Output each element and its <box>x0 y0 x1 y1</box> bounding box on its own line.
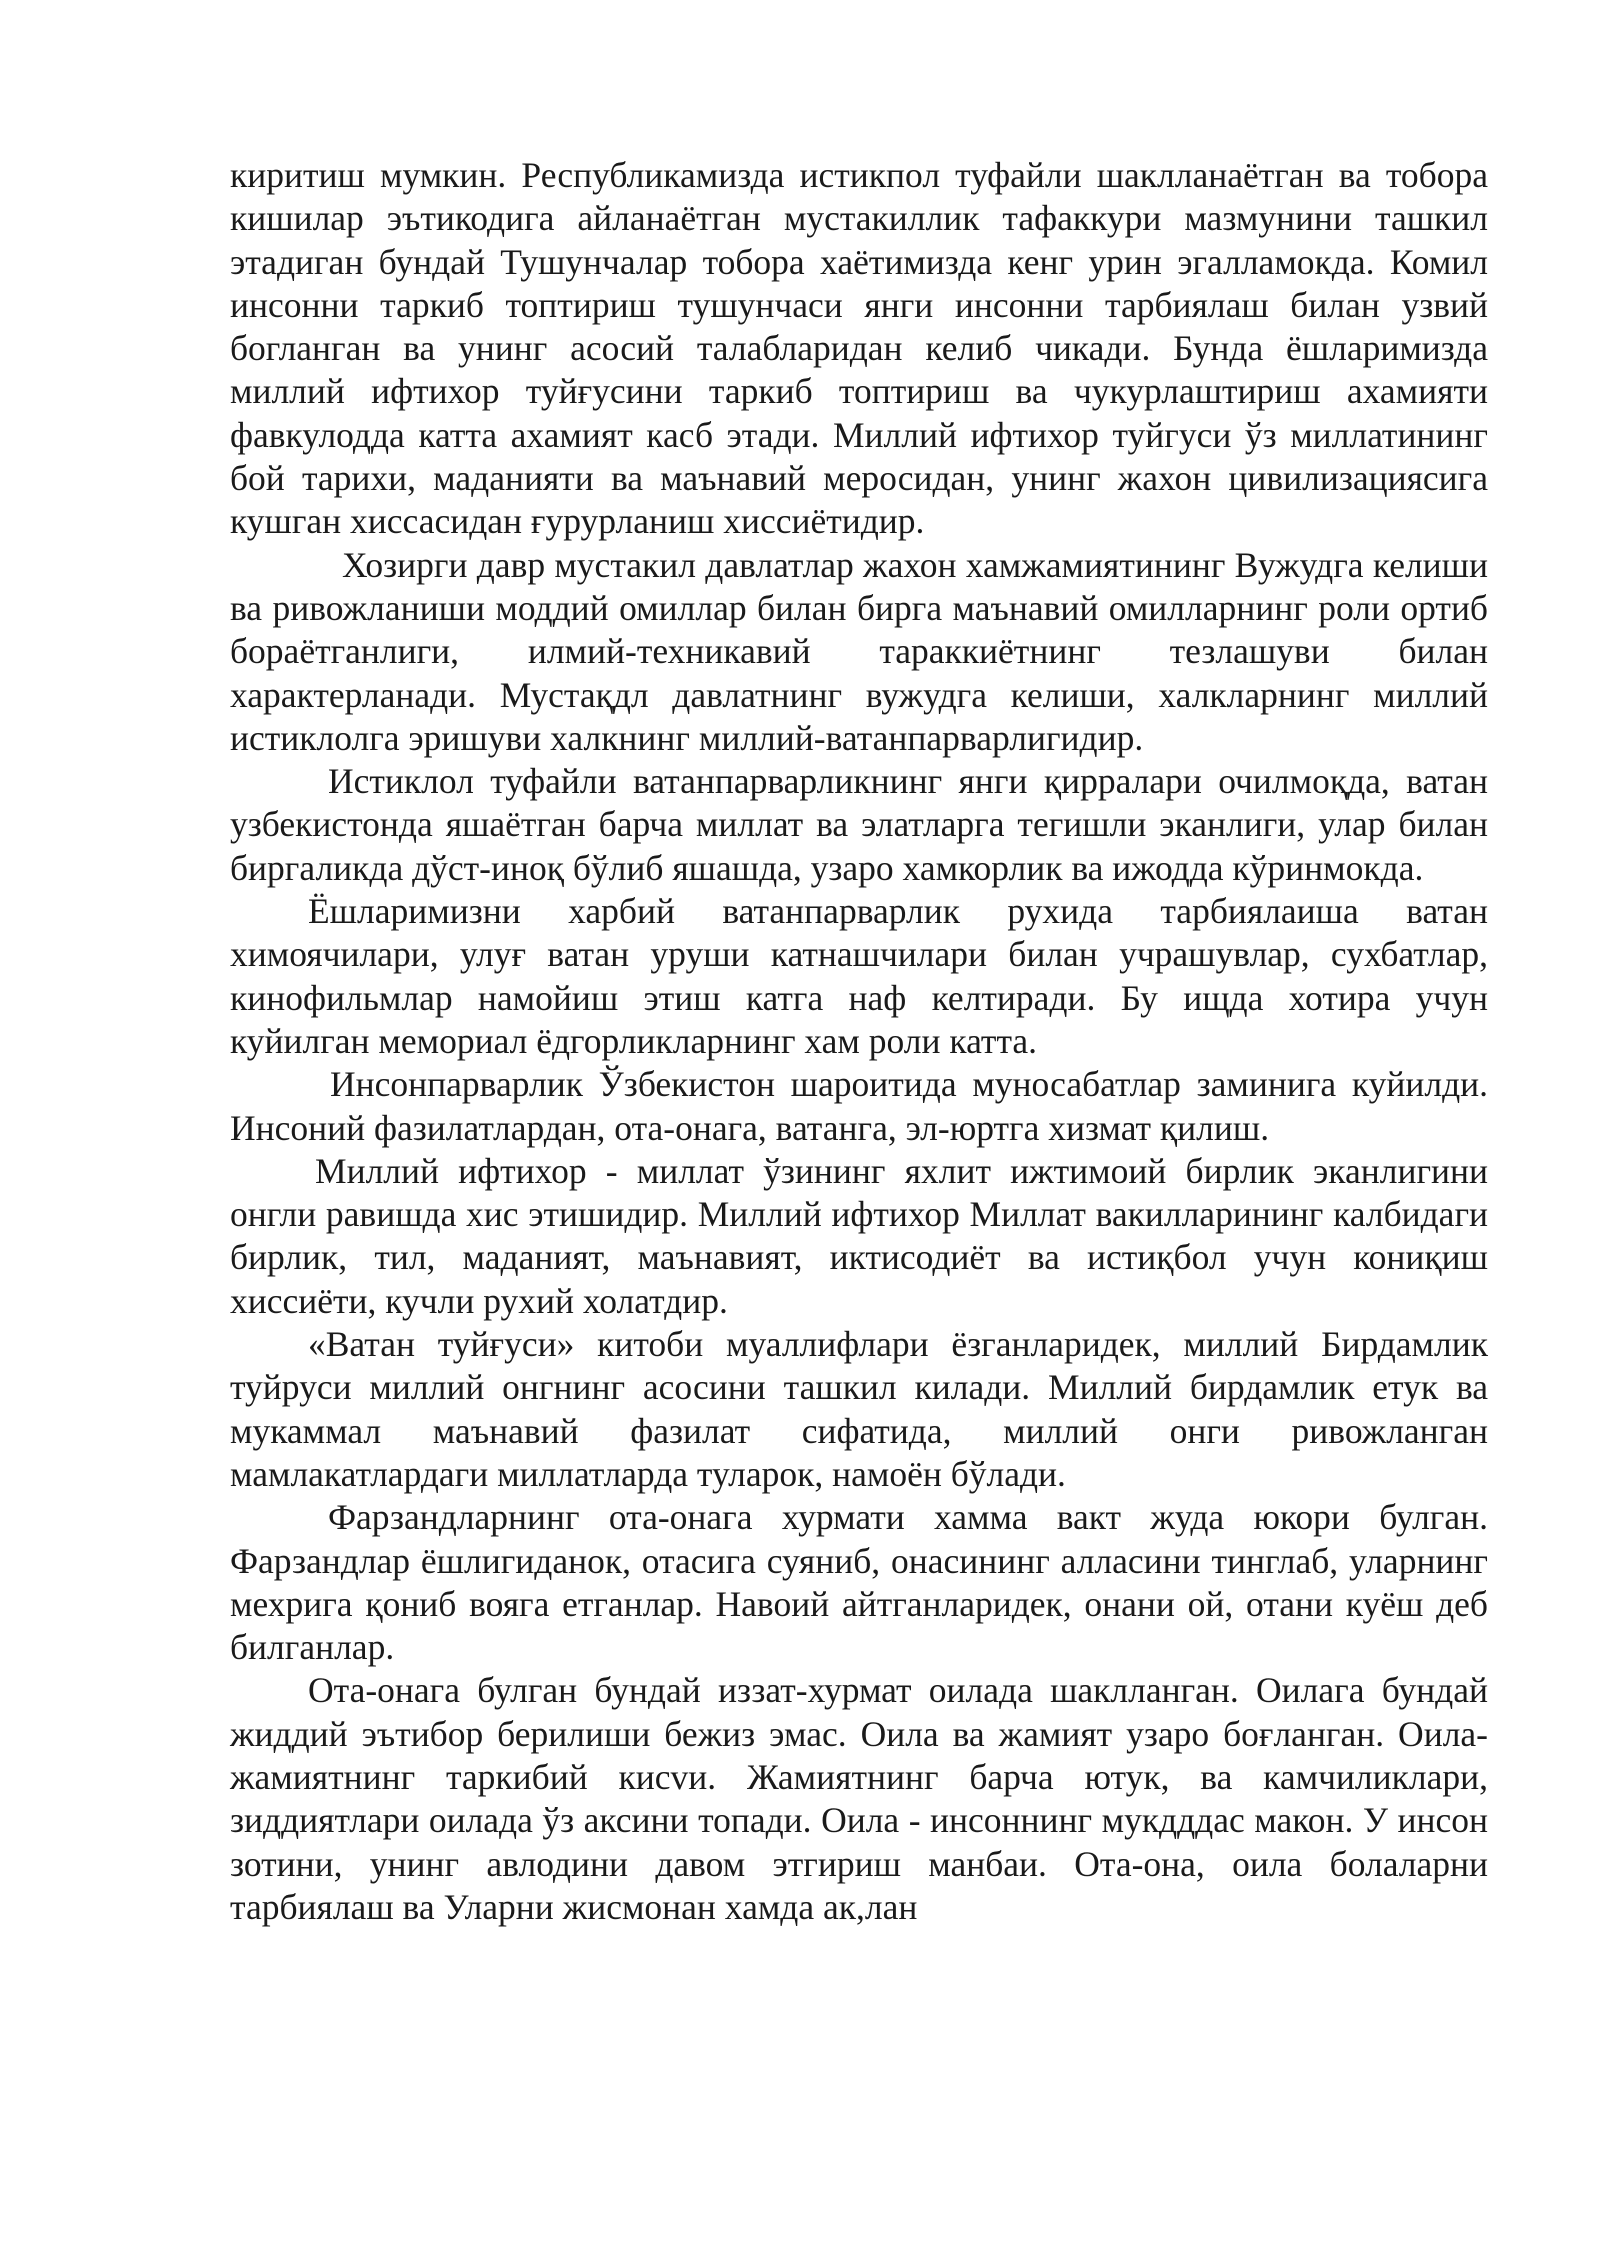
paragraph-8: Фарзандларнинг ота-онага хурмати хамма вакт жуда юкори булган. Фарзандлар ёшлигиданок, отасига суяниб, онасининг алласини тинглаб, уларнинг мехрига қониб вояга етганлар. Навоий айтганларидек, онани ой, отани куёш деб билганлар. <box>230 1497 1488 1668</box>
paragraph-6: Миллий ифтихор - миллат ўзининг яхлит ижтимоий бирлик эканлигини онгли равишда хис этишидир. Миллий ифтихор Миллат вакилларининг калбидаги бирлик, тил, маданият, маънавият, иктисодиёт ва истиқбол учун кониқиш хиссиёти, кучли рухий холатдир. <box>230 1150 1488 1321</box>
paragraph-4: Ёшларимизни харбий ватанпарварлик рухида тарбиялаиша ватан химоячилари, улуғ ватан уруши катнашчилари билан учрашувлар, сухбатлар, кинофильмлар намойиш этиш катга наф келтиради. Бу ищда хотира учун куйилган мемориал ёдгорликларнинг хам роли катта. <box>230 891 1488 1061</box>
paragraph-5: Инсонпарварлик Ўзбекистон шароитида муносабатлар заминига куйилди. Инсоний фазилатлардан, ота-онага, ватанга, эл-юртга хизмат қилиш. <box>230 1064 1488 1148</box>
paragraph-7: «Ватан туйғуси» китоби муаллифлари ёзганларидек, миллий Бирдамлик туйруси миллий онгнинг асосини ташкил килади. Миллий бирдамлик етук ва мукаммал маънавий фазилат сифатида, миллий онги ривожланган мамлакатлардаги миллатларда туларок, намоён бўлади. <box>230 1324 1488 1494</box>
paragraph-2: Хозирги давр мустакил давлатлар жахон хамжамиятининг Вужудга келиши ва ривожланиши моддий омиллар билан бирга маънавий омилларнинг роли ортиб бораётганлиги, илмий-техникавий тараккиётнинг тезлашуви билан характерланади. Мустақдл давлатнинг вужудга келиши, халкларнинг миллий истиклолга эришуви халкнинг миллий-ватанпарварлигидир. <box>230 544 1488 758</box>
paragraph-3: Истиклол туфайли ватанпарварликнинг янги қирралари очилмоқда, ватан узбекистонда яшаётган барча миллат ва элатларга тегишли эканлиги, улар билан биргаликда дўст-иноқ бўлиб яшашда, узаро хамкорлик ва ижодда кўринмокда. <box>230 761 1488 888</box>
document-page <box>230 154 1488 1929</box>
paragraph-1: киритиш мумкин. Республикамизда истикпол туфайли шаклланаётган ва тобора кишилар эътикодига айланаётган мустакиллик тафаккури мазмунини ташкил этадиган бундай Тушунчалар тобора хаётимизда кенг урин эгалламокда. Комил инсонни таркиб топтириш тушунчаси янги инсонни тарбиялаш билан узвий богланган ва унинг асосий талабларидан келиб чикади. Бунда ёшларимизда миллий ифтихор туйғусини таркиб топтириш ва чукурлаштириш ахамияти фавкулодда катта ахамият касб этади. Миллий ифтихор туйгуси ўз миллатининг бой тарихи, маданияти ва маънавий меросидан, унинг жахон цивилизациясига кушган хиссасидан ғурурланиш хиссиётидир. <box>230 155 1488 542</box>
paragraph-9: Ота-онага булган бундай иззат-хурмат оилада шаклланган. Оилага бундай жиддий эътибор берилиши бежиз эмас. Оила ва жамият узаро боғланган. Оила-жамиятнинг таркибий кисvи. Жамиятнинг барча ютук, ва камчиликлари, зиддиятлари оилада ўз аксини топади. Оила - инсоннинг мукдддас макон. У инсон зотини, унинг авлодини давом этгириш манбаи. Ота-она, оила болаларни тарбиялаш ва Уларни жисмонан хамда ак,лан <box>230 1670 1488 1927</box>
